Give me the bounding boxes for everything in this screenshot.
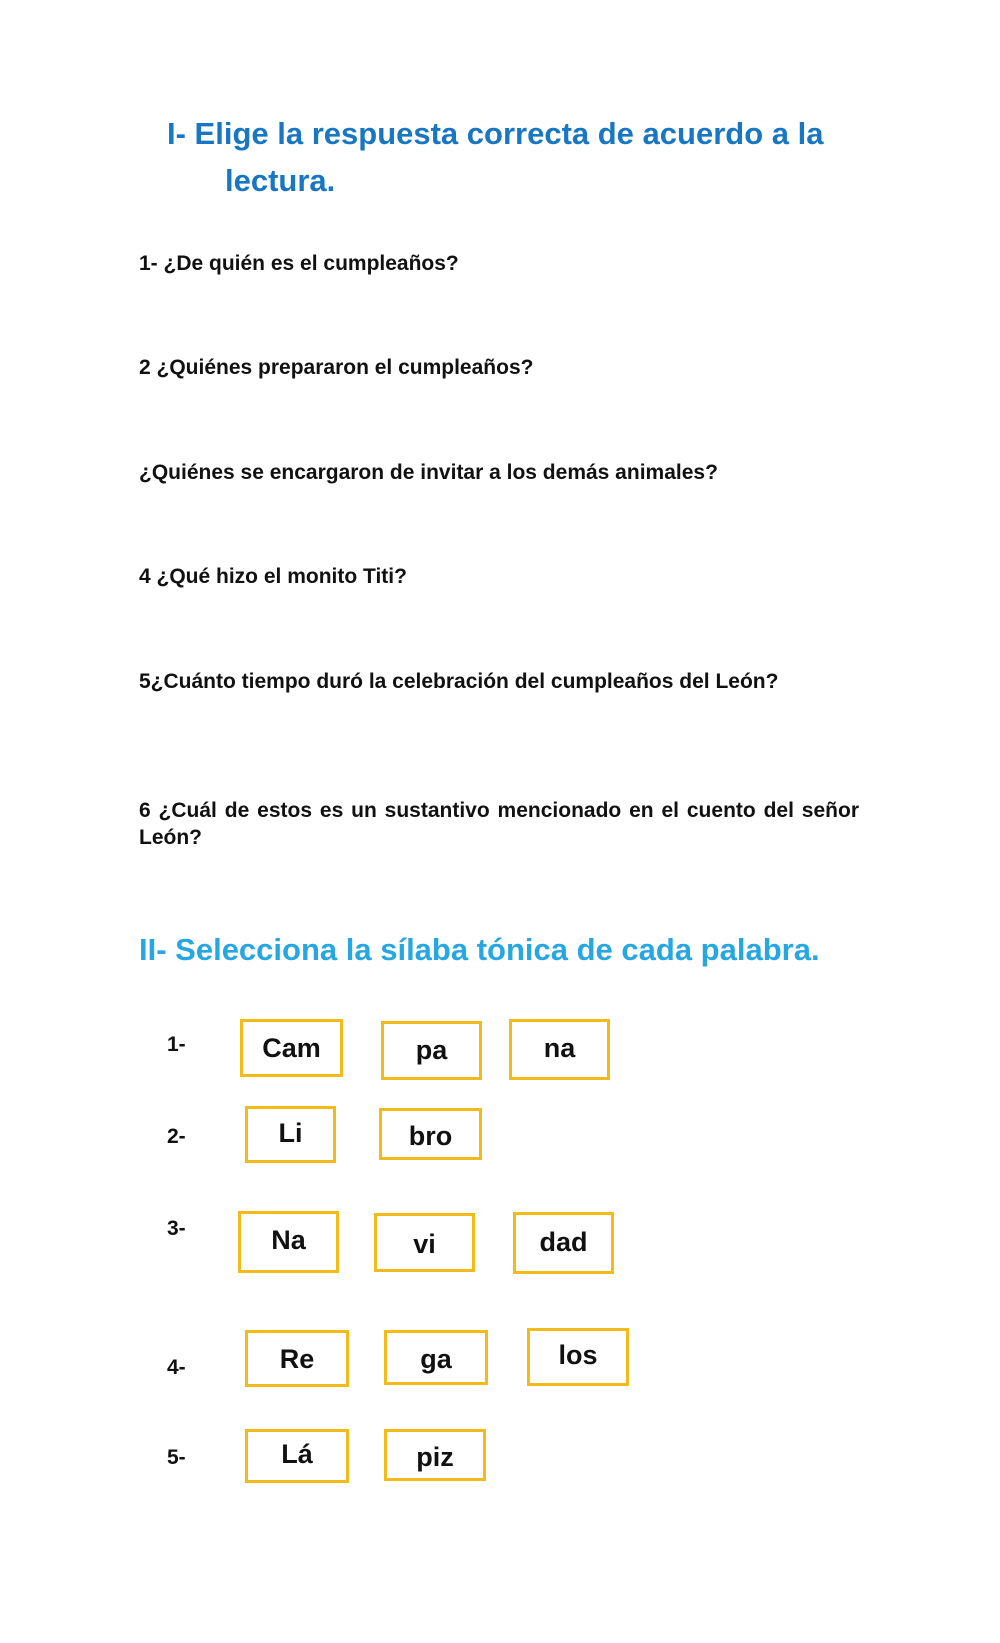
question-6: 6 ¿Cuál de estos es un sustantivo mencionado en el cuento del señor León? — [139, 799, 859, 849]
row-number-1: 1- — [167, 1033, 186, 1056]
syllable-box[interactable]: los — [527, 1328, 629, 1386]
syllable-box[interactable]: na — [509, 1019, 610, 1080]
syllable-box[interactable]: Cam — [240, 1019, 343, 1077]
syllable-box[interactable]: Na — [238, 1211, 339, 1273]
syllable-box[interactable]: vi — [374, 1213, 475, 1272]
syllable-box[interactable]: ga — [384, 1330, 488, 1385]
syllable-box[interactable]: Re — [245, 1330, 349, 1387]
syllable-box[interactable]: Lá — [245, 1429, 349, 1483]
syllable-box[interactable]: Li — [245, 1106, 336, 1163]
syllable-box[interactable]: pa — [381, 1021, 482, 1080]
section1-title-line2: lectura. — [225, 163, 336, 198]
question-2: 2 ¿Quiénes prepararon el cumpleaños? — [139, 356, 534, 379]
question-4: 4 ¿Qué hizo el monito Titi? — [139, 565, 407, 588]
syllable-box[interactable]: dad — [513, 1212, 614, 1274]
section1-title-line1: I- Elige la respuesta correcta de acuerdo a la — [167, 116, 824, 151]
question-1: 1- ¿De quién es el cumpleaños? — [139, 252, 459, 275]
syllable-box[interactable]: piz — [384, 1429, 486, 1481]
question-5: 5¿Cuánto tiempo duró la celebración del cumpleaños del León? — [139, 670, 779, 693]
section1-title — [167, 110, 887, 204]
row-number-4: 4- — [167, 1356, 186, 1379]
row-number-3: 3- — [167, 1217, 186, 1240]
syllable-box[interactable]: bro — [379, 1108, 482, 1160]
section2-title: II- Selecciona la sílaba tónica de cada palabra. — [139, 932, 820, 967]
row-number-5: 5- — [167, 1446, 186, 1469]
question-3: ¿Quiénes se encargaron de invitar a los demás animales? — [139, 461, 718, 484]
row-number-2: 2- — [167, 1125, 186, 1148]
